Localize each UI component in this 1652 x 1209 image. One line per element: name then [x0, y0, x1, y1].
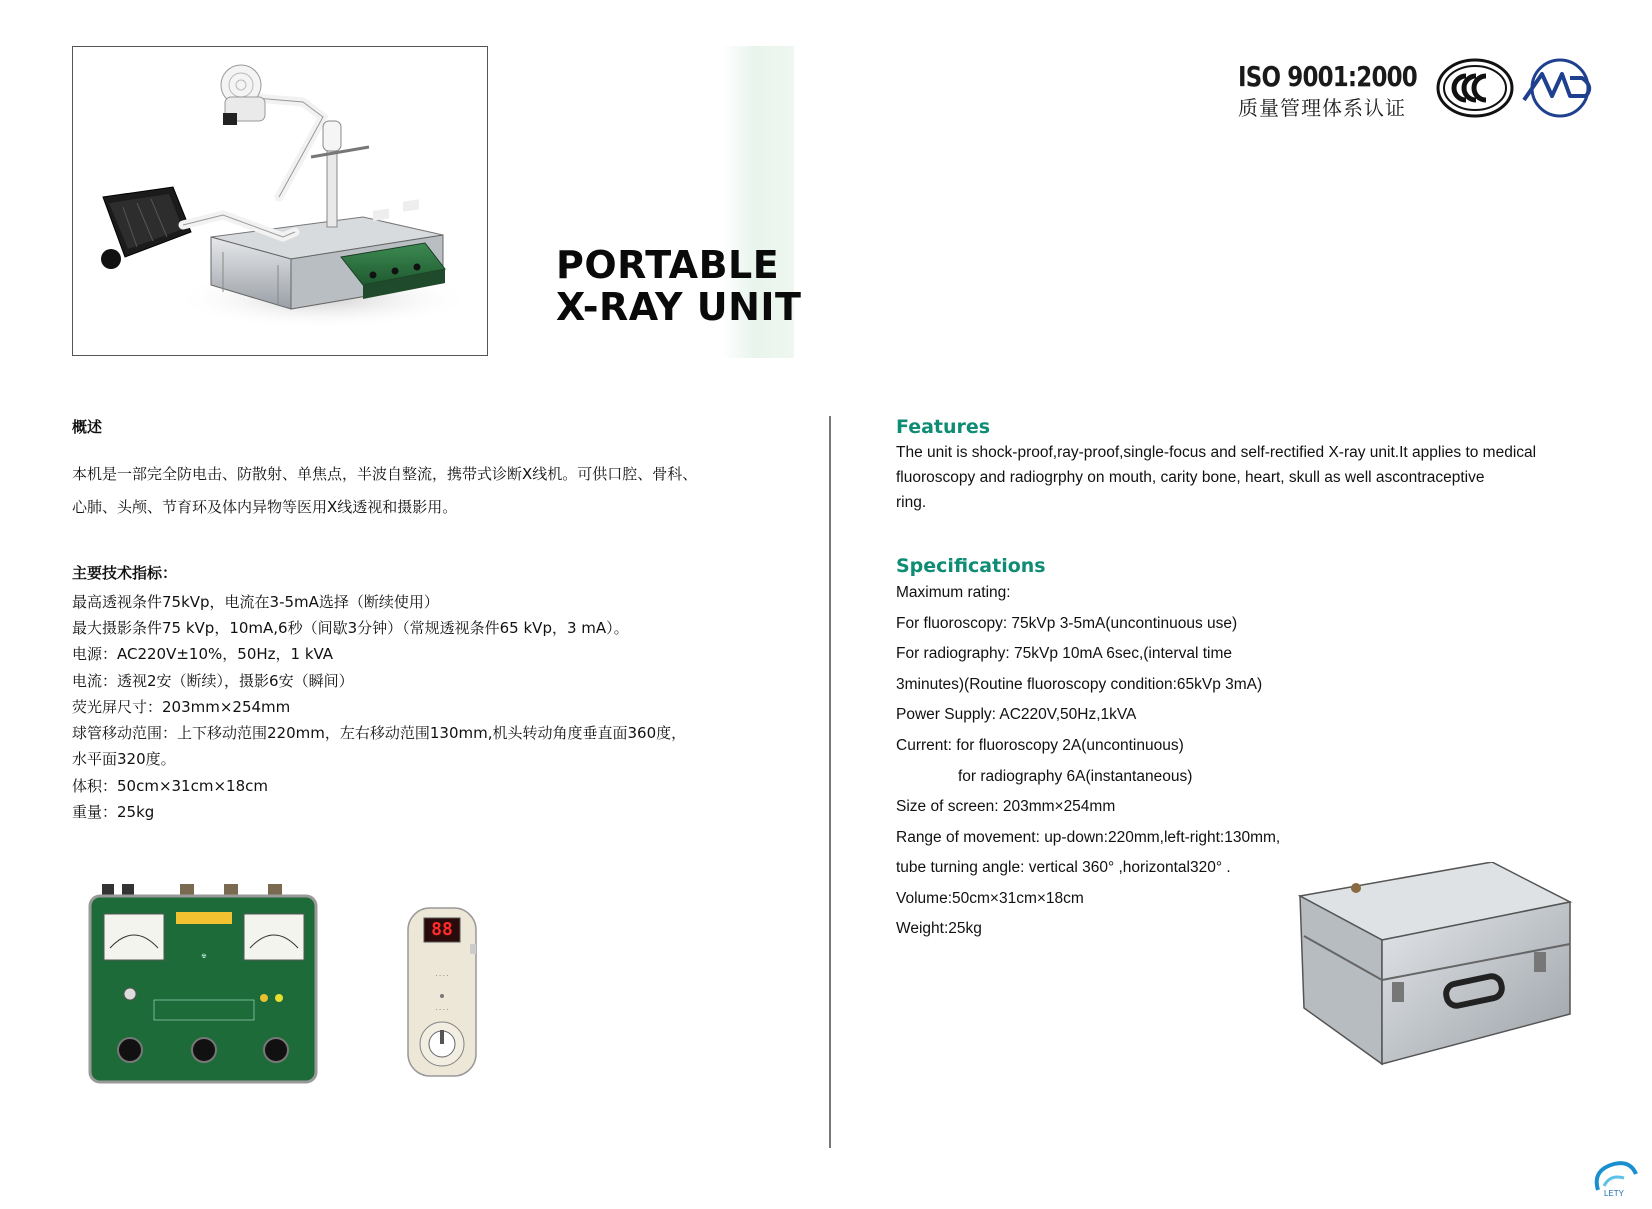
- features-line: fluoroscopy and radiogrphy on mouth, carity bone, heart, skull as well ascontraceptive: [896, 469, 1485, 486]
- spec-line: 3minutes)(Routine fluoroscopy condition:65kVp 3mA): [896, 676, 1263, 693]
- cn-spec-line: 电源：AC220V±10%，50Hz，1 kVA: [72, 645, 334, 663]
- cn-spec-line: 最大摄影条件75 kVp，10mA,6秒（间歇3分钟）（常规透视条件65 kVp，3 mA）。: [72, 619, 629, 637]
- features-line: ring.: [896, 494, 927, 511]
- spec-line: Current: for fluoroscopy 2A(uncontinuous): [896, 737, 1184, 754]
- specifications-heading: Specifications: [896, 555, 1046, 577]
- title-line-2: X-RAY UNIT: [556, 285, 802, 329]
- svg-text:· · · ·: · · · ·: [435, 1007, 449, 1014]
- svg-text:· · · ·: · · · ·: [435, 973, 449, 980]
- lety-brand-logo: [1590, 1156, 1640, 1200]
- ccc-logo: [1436, 58, 1514, 118]
- svg-text:☢: ☢: [201, 953, 207, 960]
- md-logo: [1520, 56, 1596, 120]
- title-line-1: PORTABLE: [556, 243, 780, 287]
- portable-xray-unit-illustration: [73, 47, 486, 354]
- cn-overview-line-1: 本机是一部完全防电击、防散射、单焦点，半波自整流，携带式诊断X线机。可供口腔、骨科、: [72, 465, 698, 483]
- product-photo-frame: [72, 46, 488, 356]
- iso-certification-cn: 质量管理体系认证: [1238, 96, 1406, 120]
- carrying-case-image: [1296, 862, 1574, 1068]
- spec-line: For fluoroscopy: 75kVp 3-5mA(uncontinuous use): [896, 615, 1238, 632]
- cn-spec-line: 电流：透视2安（断续），摄影6安（瞬间）: [72, 672, 354, 690]
- spec-line: Weight:25kg: [896, 920, 982, 937]
- cn-spec-line: 荧光屏尺寸：203mm×254mm: [72, 698, 291, 716]
- spec-line: Maximum rating:: [896, 584, 1011, 601]
- cn-spec-line: 体积：50cm×31cm×18cm: [72, 777, 268, 795]
- cn-spec-line: 最高透视条件75kVp，电流在3-5mA选择（断续使用）: [72, 593, 439, 611]
- cn-overview-heading: 概述: [72, 418, 103, 436]
- timer-display-value: 88: [431, 919, 453, 940]
- features-heading: Features: [896, 416, 991, 438]
- cn-overview-line-2: 心肺、头颅、节育环及体内异物等医用X线透视和摄影用。: [72, 498, 458, 516]
- spec-line: for radiography 6A(instantaneous): [958, 768, 1193, 785]
- spec-line: Volume:50cm×31cm×18cm: [896, 890, 1084, 907]
- column-divider: [829, 416, 831, 1148]
- control-panel-image: [84, 884, 322, 1086]
- page-title: [556, 244, 801, 328]
- cn-spec-heading: 主要技术指标：: [72, 564, 178, 582]
- cn-spec-line: 球管移动范围：上下移动范围220mm，左右移动范围130mm,机头转动角度垂直面360度，: [72, 724, 687, 742]
- features-line: The unit is shock-proof,ray-proof,single-focus and self-rectified X-ray unit.It applies to medical: [896, 444, 1537, 461]
- cn-spec-line: 重量：25kg: [72, 803, 155, 821]
- spec-line: Range of movement: up-down:220mm,left-right:130mm,: [896, 829, 1281, 846]
- remote-timer-image: [400, 904, 484, 1080]
- spec-line: tube turning angle: vertical 360° ,horizontal320° .: [896, 859, 1231, 876]
- lety-logo-text: LETY: [1603, 1189, 1625, 1198]
- spec-line: Power Supply: AC220V,50Hz,1kVA: [896, 706, 1137, 723]
- iso-certification-text: ISO 9001:2000: [1238, 60, 1417, 93]
- cn-spec-line: 水平面320度。: [72, 750, 176, 768]
- spec-line: Size of screen: 203mm×254mm: [896, 798, 1116, 815]
- spec-line: For radiography: 75kVp 10mA 6sec,(interval time: [896, 645, 1232, 662]
